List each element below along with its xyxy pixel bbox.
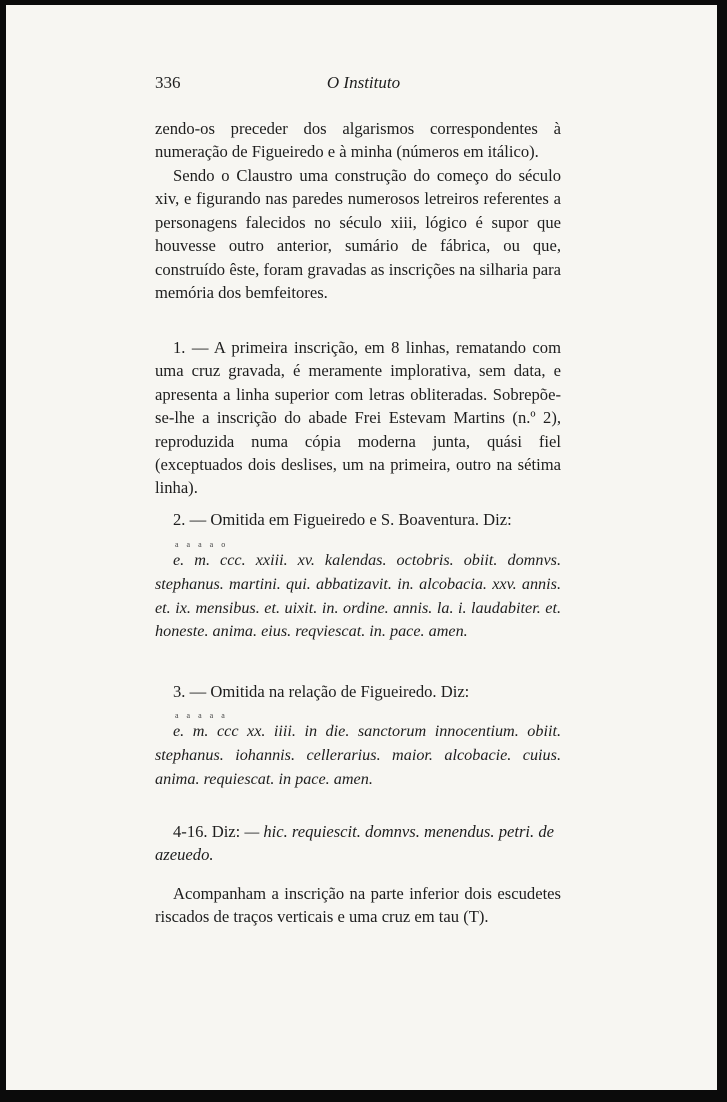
item-4-16-label: 4-16. Diz: xyxy=(173,822,241,841)
inscription-3-superscripts: a a a a a xyxy=(175,711,225,720)
inscription-3 xyxy=(155,712,561,791)
inscription-2 xyxy=(155,541,561,644)
paragraph-item-1: 1. — A primeira inscrição, em 8 linhas, rematando com uma cruz gravada, é meramente implorativa, sem data, e apresenta a linha superior com letras obliteradas. Sobrepõe-se-lhe a inscrição do abade Frei Estevam Martins (n.º 2), reproduzida numa cópia moderna junta, quási fiel (exceptuados dois deslises, um na primeira, outro na sétima linha). xyxy=(155,338,561,498)
inscription-2-text: e. m. ccc. xxiii. xv. kalendas. octobris. obiit. domnvs. stephanus. martini. qui. abbatizavit. in. alcobacia. xxv. annis. et. ix. mensibus. et. uixit. in. ordine. annis. la. i. laudabiter. et. honeste. anima. eius. reqviescat. in. pace. amen. xyxy=(155,551,561,641)
paragraph-item-4-16 xyxy=(155,820,561,867)
paragraph-item-2: 2. — Omitida em Figueiredo e S. Boaventura. Diz: xyxy=(173,510,512,529)
paragraph-intro: zendo-os preceder dos algarismos correspondentes à numeração de Figueiredo e à minha (números em itálico). xyxy=(155,119,561,162)
paragraph-closing: Acompanham a inscrição na parte inferior dois escudetes riscados de traços verticais e uma cruz em tau (T). xyxy=(155,884,561,927)
page-number: 336 xyxy=(155,73,181,92)
inscription-3-text: e. m. ccc xx. iiii. in die. sanctorum innocentium. obiit. stephanus. iohannis. cellerarius. maior. alcobacie. cuius. anima. requiescat. in pace. amen. xyxy=(155,722,561,788)
running-title: O Instituto xyxy=(326,73,401,92)
paragraph-claustro: Sendo o Claustro uma construção do começo do século xiv, e figurando nas paredes numerosos letreiros referentes a personagens falecidos no século xiii, lógico é supor que houvesse outro anterior, sumário de fábrica, ou que, construído êste, foram gravadas as inscrições na silharia para memória dos bemfeitores. xyxy=(155,166,561,303)
inscription-2-superscripts: a a a a o xyxy=(175,540,226,549)
paragraph-item-3: 3. — Omitida na relação de Figueiredo. Diz: xyxy=(173,682,470,701)
item-4-16-inscription: — hic. requiescit. domnvs. menendus. petri. de azeuedo. xyxy=(155,822,554,865)
